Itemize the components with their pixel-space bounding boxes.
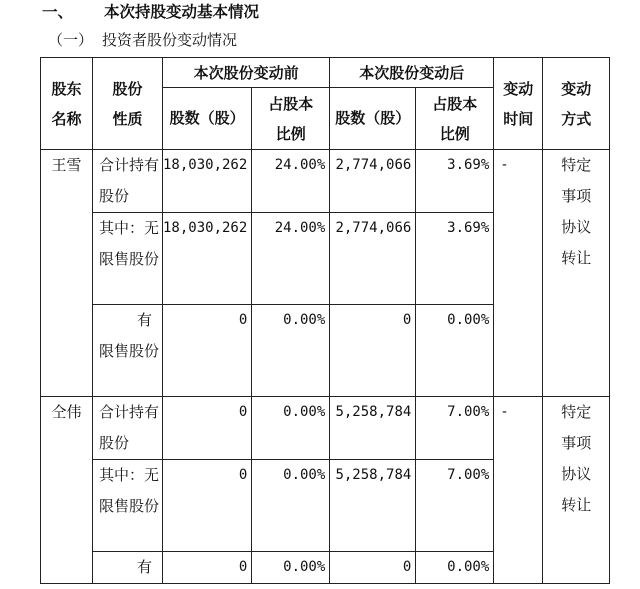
before-shares-cell: 0 xyxy=(163,305,252,397)
table-row xyxy=(41,150,610,213)
header-change-time: 变动时间 xyxy=(494,58,543,150)
subsection-number: （一） xyxy=(48,31,94,49)
share-nature-cell: 其中：无限售股份 xyxy=(93,460,163,552)
after-ratio-cell: 3.69% xyxy=(416,213,494,305)
holder-name-cell: 仝伟 xyxy=(41,397,93,584)
after-ratio-cell: 7.00% xyxy=(416,397,494,460)
after-shares-cell: 0 xyxy=(330,305,416,397)
before-shares-cell: 0 xyxy=(163,397,252,460)
after-shares-cell: 2,774,066 xyxy=(330,213,416,305)
after-ratio-cell: 0.00% xyxy=(416,305,494,397)
share-nature-cell: 合计持有股份 xyxy=(93,150,163,213)
header-after-ratio: 占股本比例 xyxy=(416,88,494,150)
before-ratio-cell: 0.00% xyxy=(252,460,330,552)
after-ratio-cell: 7.00% xyxy=(416,460,494,552)
after-ratio-cell: 0.00% xyxy=(416,552,494,584)
change-method-cell: 特定事项协议转让 xyxy=(543,397,610,584)
share-nature-cell: 其中：无限售股份 xyxy=(93,213,163,305)
section-heading xyxy=(42,0,259,22)
header-holder-name: 股东名称 xyxy=(41,58,93,150)
share-nature-cell: 有 xyxy=(93,552,163,584)
header-before-ratio: 占股本比例 xyxy=(252,88,330,150)
change-time-cell: - xyxy=(494,150,543,397)
before-ratio-cell: 0.00% xyxy=(252,305,330,397)
after-ratio-cell: 3.69% xyxy=(416,150,494,213)
before-ratio-cell: 24.00% xyxy=(252,213,330,305)
after-shares-cell: 5,258,784 xyxy=(330,460,416,552)
share-change-table xyxy=(40,57,610,584)
after-shares-cell: 0 xyxy=(330,552,416,584)
share-nature-cell: 有限售股份 xyxy=(93,305,163,397)
before-shares-cell: 0 xyxy=(163,460,252,552)
subsection-heading xyxy=(48,29,237,50)
before-shares-cell: 18,030,262 xyxy=(163,150,252,213)
before-shares-cell: 0 xyxy=(163,552,252,584)
header-change-method: 变动方式 xyxy=(543,58,610,150)
share-nature-cell: 合计持有股份 xyxy=(93,397,163,460)
before-ratio-cell: 0.00% xyxy=(252,552,330,584)
subsection-title: 投资者股份变动情况 xyxy=(102,31,238,49)
before-shares-cell: 18,030,262 xyxy=(163,213,252,305)
change-method-cell: 特定事项协议转让 xyxy=(543,150,610,397)
section-title: 本次持股变动基本情况 xyxy=(104,3,260,21)
change-time-cell: - xyxy=(494,397,543,584)
after-shares-cell: 5,258,784 xyxy=(330,397,416,460)
header-before: 本次股份变动前 xyxy=(163,58,330,88)
before-ratio-cell: 0.00% xyxy=(252,397,330,460)
before-ratio-cell: 24.00% xyxy=(252,150,330,213)
section-number: 一、 xyxy=(42,3,74,21)
after-shares-cell: 2,774,066 xyxy=(330,150,416,213)
header-after: 本次股份变动后 xyxy=(330,58,494,88)
holder-name-cell: 王雪 xyxy=(41,150,93,397)
table-row xyxy=(41,397,610,460)
header-before-shares: 股数（股） xyxy=(163,88,252,150)
header-after-shares: 股数（股） xyxy=(330,88,416,150)
header-share-nature: 股份性质 xyxy=(93,58,163,150)
